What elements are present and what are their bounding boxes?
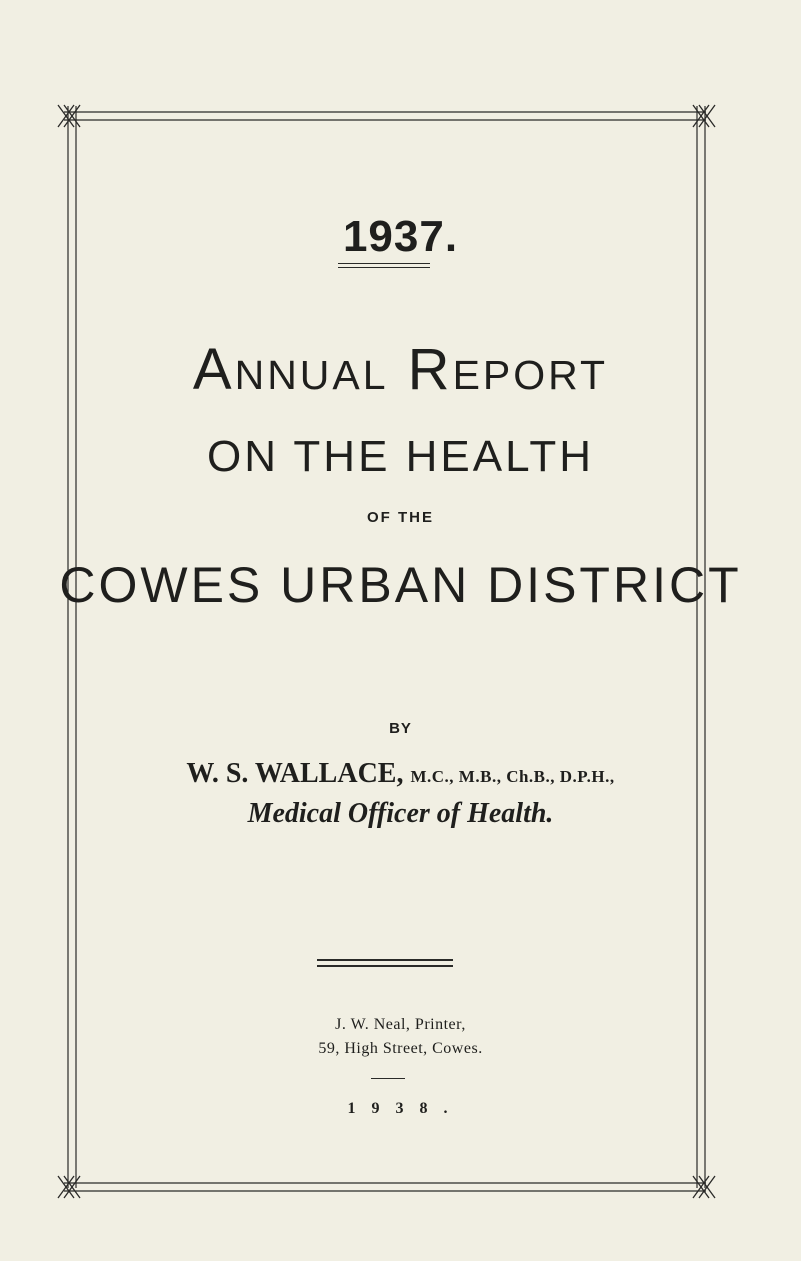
report-year: 1937. (342, 212, 459, 261)
divider-double-bottom (317, 965, 453, 967)
author-line (0, 758, 801, 790)
corner-ornament-bottom-right (693, 1176, 715, 1198)
report-title: Annual Report (192, 337, 609, 402)
printer-address: 59, High Street, Cowes. (318, 1040, 483, 1057)
district-name: COWES URBAN DISTRICT (59, 557, 742, 613)
author-qualifications: M.C., M.B., Ch.B., D.P.H., (410, 767, 615, 786)
corner-ornament-top-left (58, 105, 80, 127)
short-divider (371, 1078, 405, 1079)
report-subtitle: ON THE HEALTH (207, 432, 594, 481)
author-role: Medical Officer of Health. (247, 798, 554, 829)
corner-ornament-top-right (693, 105, 715, 127)
publication-year: 1 9 3 8 . (347, 1100, 454, 1117)
year-underline-second (338, 267, 430, 268)
year-underline (338, 263, 430, 264)
corner-ornament-bottom-left (58, 1176, 80, 1198)
of-the-label: OF THE (367, 509, 434, 526)
author-name: W. S. WALLACE, (186, 758, 404, 789)
by-label: BY (389, 720, 412, 737)
printer-line: J. W. Neal, Printer, (335, 1016, 466, 1033)
divider-double-top (317, 959, 453, 961)
